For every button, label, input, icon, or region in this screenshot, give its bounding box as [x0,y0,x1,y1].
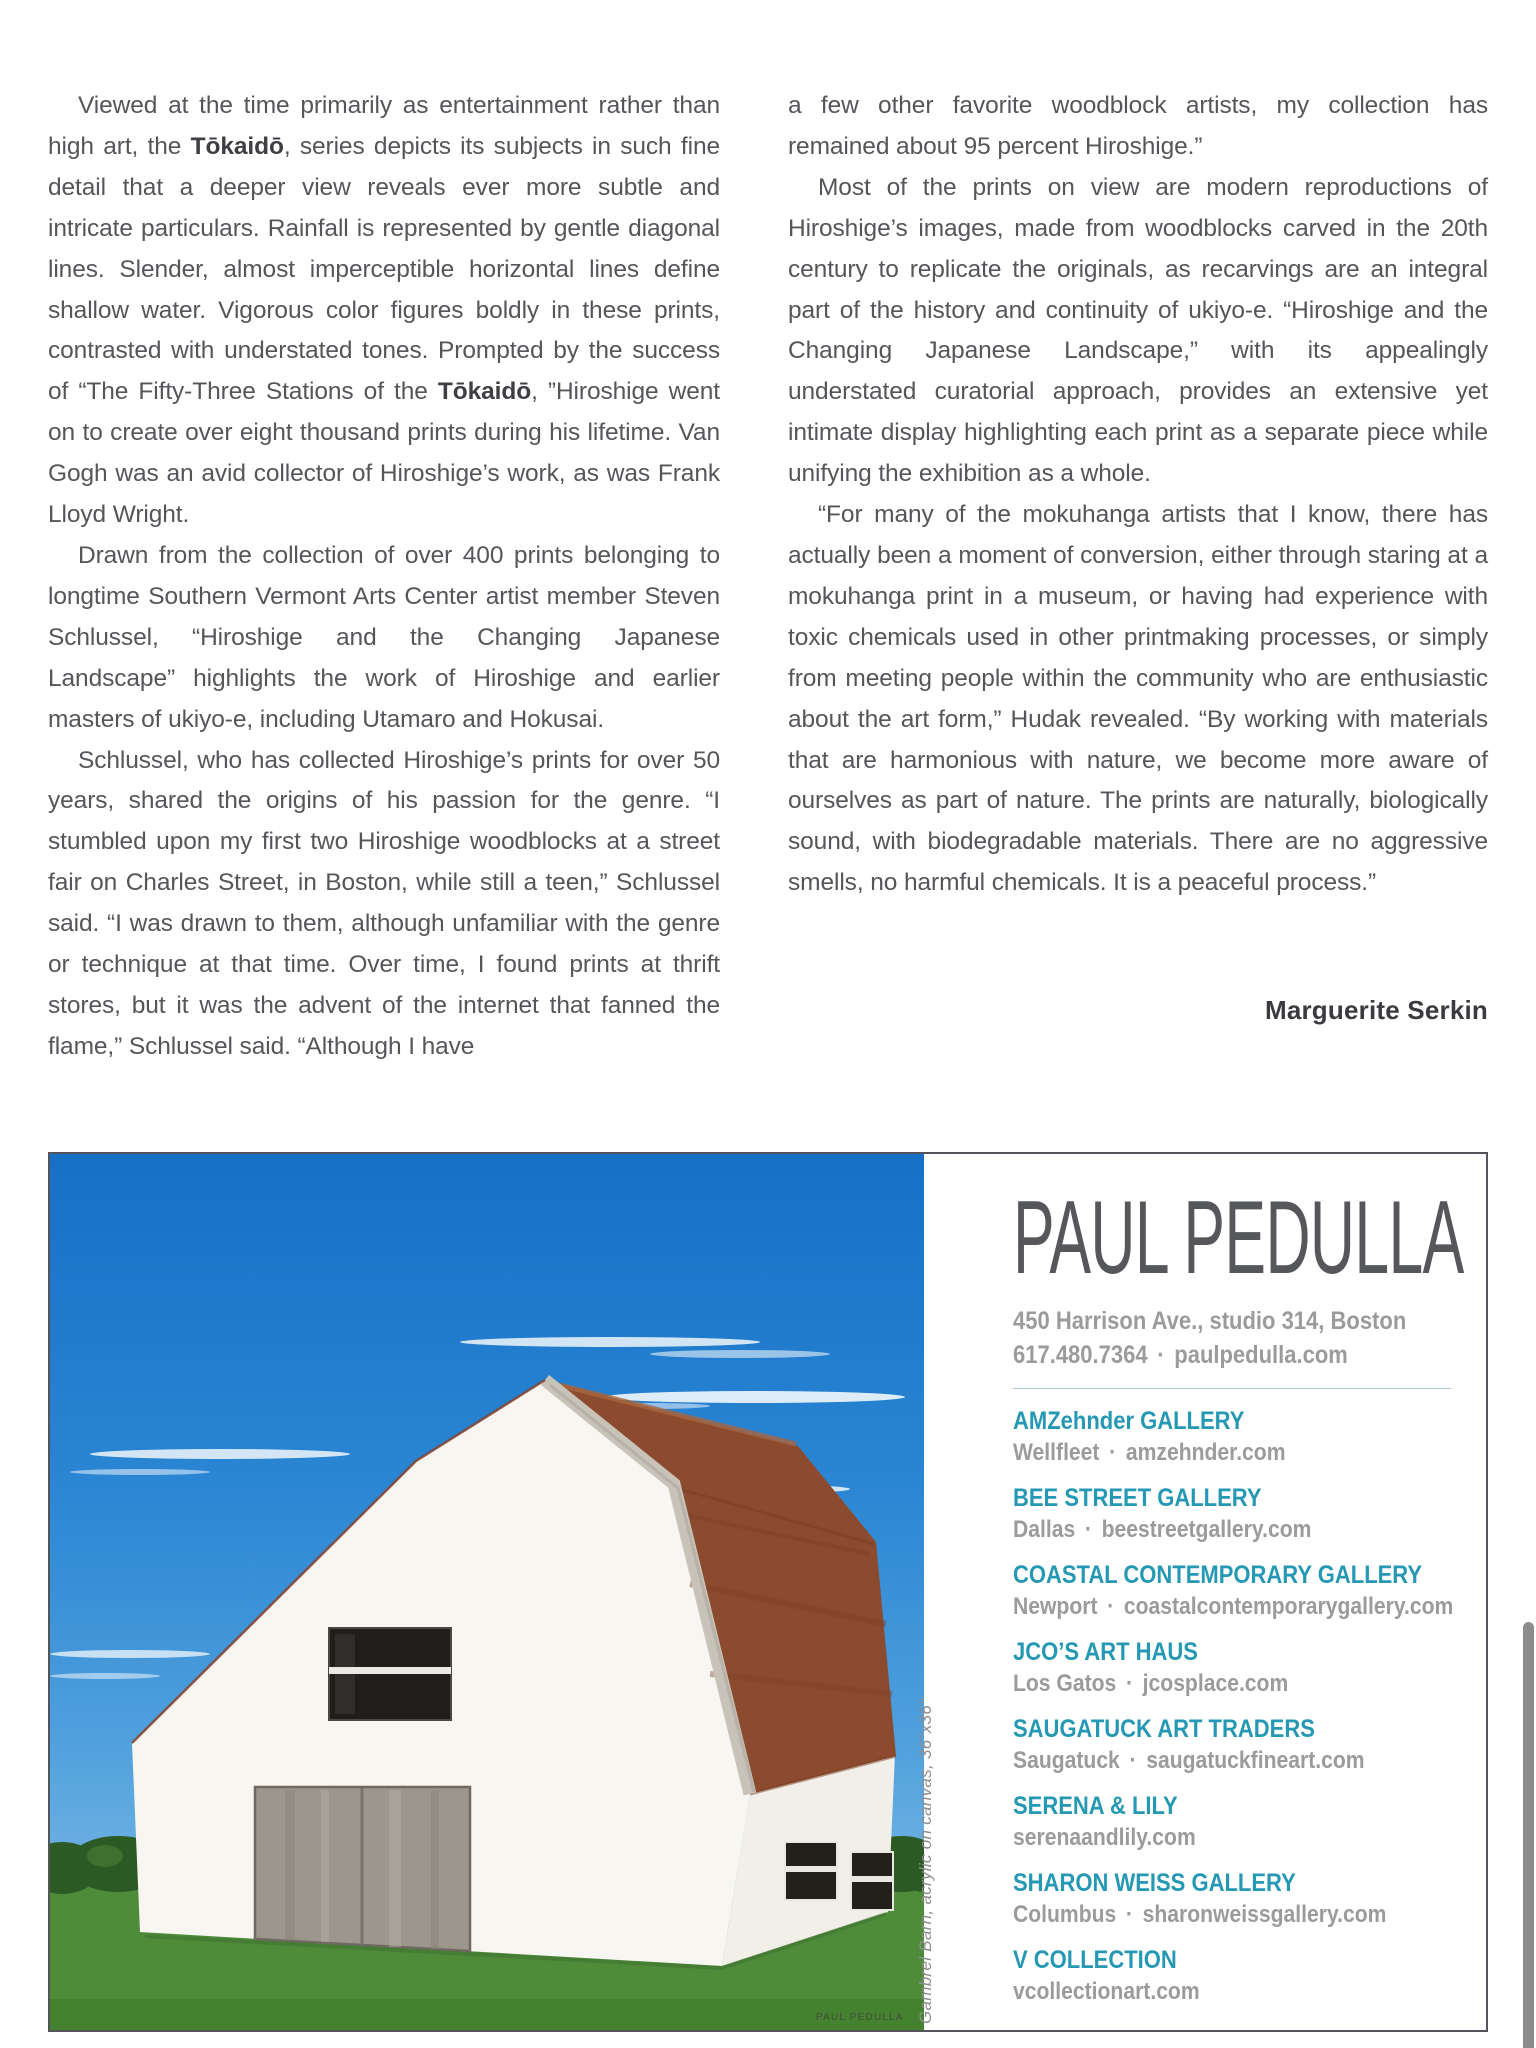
gallery-name: SHARON WEISS GALLERY [1013,1869,1296,1898]
gallery-name: BEE STREET GALLERY [1013,1484,1262,1513]
gallery-name: V COLLECTION [1013,1946,1177,1975]
phone-site-line [1013,1338,1413,1372]
article-byline: Marguerite Serkin [1264,995,1488,1025]
article-column-left [48,86,720,1068]
gallery-location: Saugatuck [1013,1747,1120,1775]
article-paragraph: Viewed at the time primarily as entertainment rather than high art, the Tōkaidō, series depicts its subjects in such fine detail that a deeper view reveals ever more subtle and intricate particulars. Rainfall is represented by gentle diagonal lines. Slender, almost imperceptible horizontal lines define shallow water. Vigorous color figures boldly in these prints, contrasted with understated tones. Prompted by the success of “The Fifty-Three Stations of the Tōkaidō, ”Hiroshige went on to create over eight thousand prints during his lifetime. Van Gogh was an avid collector of Hiroshige’s work, as was Frank Lloyd Wright. [48,92,721,529]
artist-name: PAUL PEDULLA [1013,1180,1464,1296]
article-paragraph: Most of the prints on view are modern reproductions of Hiroshige’s images, made from woodblocks carved in the 20th century to replicate the originals, as recarvings are an integral part of the history and continuity of ukiyo-e. “Hiroshige and the Changing Japanese Landscape,” with its appealingly understated curatorial approach, provides an extensive yet intimate display highlighting each print as a separate piece while unifying the exhibition as a whole. [788,173,1488,488]
loft-window [329,1628,451,1720]
article-paragraph: Schlussel, who has collected Hiroshige’s prints for over 50 years, shared the origins of his passion for the genre. “I stumbled upon my first two Hiroshige woodblocks at a street fair on Charles Street, in Boston, while still a teen,” Schlussel said. “I was drawn to them, although unfamiliar with the genre or technique at that time. Over time, I found prints at thrift stores, but it was the advent of the internet that fanned the flame,” Schlussel said. “Although I have [48,746,720,1060]
gallery-website: vcollectionart.com [1013,1978,1200,2006]
scrollbar-thumb[interactable] [1523,1622,1534,2048]
gallery-list [1013,1406,1468,2007]
gallery-website: sharonweissgallery.com [1142,1901,1387,1929]
article-paragraph: a few other favorite woodblock artists, my collection has remained about 95 percent Hiroshige.” [788,92,1488,160]
barn-painting [50,1154,924,2030]
gallery-website: coastalcontemporarygallery.com [1123,1593,1454,1621]
gallery-name: JCO’S ART HAUS [1013,1638,1198,1667]
separator-dot: · [1109,1439,1117,1467]
painting-signature: PAUL PEDULLA [816,2012,904,2023]
gallery-entry [1013,1945,1468,2007]
separator-dot: · [1107,1593,1115,1621]
gallery-entry [1013,1868,1468,1930]
gallery-website: saugatuckfineart.com [1146,1747,1365,1775]
gallery-location-site [1013,1745,1413,1776]
gallery-website: amzehnder.com [1125,1439,1286,1467]
gallery-location: Wellfleet [1013,1439,1100,1467]
gallery-entry [1013,1791,1468,1853]
gallery-website: serenaandlily.com [1013,1824,1196,1852]
gallery-location: Newport [1013,1593,1098,1621]
gallery-location-site [1013,1437,1413,1468]
gallery-location: Dallas [1013,1516,1076,1544]
gallery-entry [1013,1483,1468,1545]
article-column-right [788,86,1488,904]
gallery-entry [1013,1637,1468,1699]
artist-phone: 617.480.7364 [1013,1341,1148,1370]
gallery-entry [1013,1560,1468,1622]
address-line: 450 Harrison Ave., studio 314, Boston [1013,1307,1407,1336]
article-paragraph: “For many of the mokuhanga artists that I know, there has actually been a moment of conversion, either through staring at a mokuhanga print in a museum, or having had experience with toxic chemicals used in other printmaking processes, or simply from meeting people within the community who are enthusiastic about the art form,” Hudak revealed. “By working with materials that are harmonious with nature, we become more aware of ourselves as part of nature. The prints are naturally, biologically sound, with biodegradable materials. There are no aggressive smells, no harmful chemicals. It is a peaceful process.” [788,501,1488,897]
ad-text-column [1013,1154,1468,2022]
article-paragraph: Drawn from the collection of over 400 prints belonging to longtime Southern Vermont Arts Center artist member Steven Schlussel, “Hiroshige and the Changing Japanese Landscape” highlights the work of Hiroshige and earlier masters of ukiyo-e, including Utamaro and Hokusai. [48,541,720,733]
separator-dot: · [1157,1341,1165,1370]
gallery-name: SAUGATUCK ART TRADERS [1013,1715,1315,1744]
gallery-location-site [1013,1976,1413,2007]
artist-website: paulpedulla.com [1174,1341,1348,1370]
gallery-location-site [1013,1668,1413,1699]
separator-dot: · [1129,1747,1137,1775]
paul-pedulla-ad [48,1152,1488,2032]
gallery-name: SERENA & LILY [1013,1792,1178,1821]
gallery-location-site [1013,1514,1413,1545]
gallery-name: AMZehnder GALLERY [1013,1407,1245,1436]
gallery-location: Los Gatos [1013,1670,1117,1698]
painting-caption: Gambrel Barn, acrylic on canvas, 36"x36" [916,1698,935,2024]
gallery-location-site [1013,1899,1413,1930]
grass-foreground [50,1999,924,2030]
gallery-location: Columbus [1013,1901,1117,1929]
gallery-website: beestreetgallery.com [1101,1516,1312,1544]
barn-door [255,1787,470,1951]
gallery-website: jcosplace.com [1142,1670,1289,1698]
separator-dot: · [1125,1670,1133,1698]
side-window-1 [785,1842,837,1900]
divider-rule [1013,1388,1451,1389]
separator-dot: · [1125,1901,1133,1929]
separator-dot: · [1084,1516,1092,1544]
gallery-entry [1013,1714,1468,1776]
gallery-location-site [1013,1591,1454,1622]
gallery-location-site [1013,1822,1413,1853]
gallery-entry [1013,1406,1468,1468]
side-window-2 [851,1852,893,1910]
gallery-name: COASTAL CONTEMPORARY GALLERY [1013,1561,1423,1590]
artist-address-block [1013,1304,1468,1372]
